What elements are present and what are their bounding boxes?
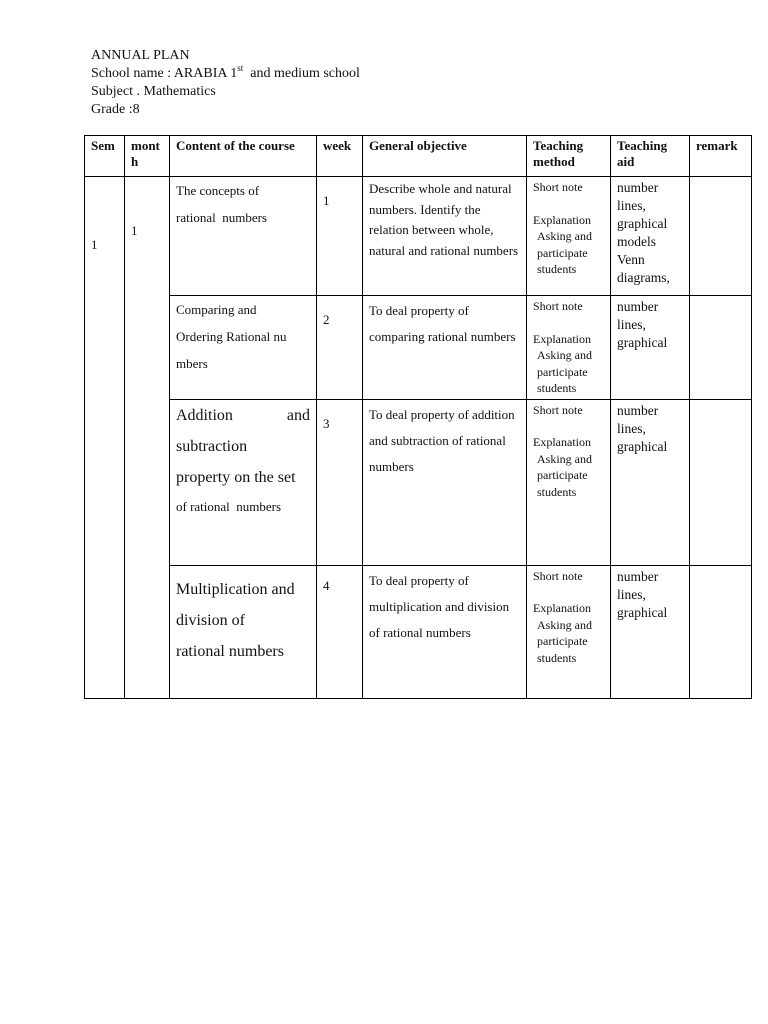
week-cell: 1 — [317, 177, 363, 296]
table-row — [85, 296, 752, 400]
table-row — [85, 565, 752, 698]
month-cell: 1 — [125, 177, 170, 296]
semester-cell: 1 — [85, 177, 125, 699]
week-cell: 4 — [317, 565, 363, 698]
plan-title: ANNUAL PLAN — [91, 48, 190, 63]
col-header-content: Content of the course — [170, 136, 317, 177]
col-header-sem: Sem — [85, 136, 125, 177]
remark-cell — [690, 565, 752, 698]
method-cell: Short note Explanation Asking and participate students — [527, 296, 611, 400]
remark-cell — [690, 177, 752, 296]
objective-cell: Describe whole and natural numbers. Identify the relation between whole, natural and rational numbers — [363, 177, 527, 296]
aid-cell: number lines, graphical — [611, 399, 690, 565]
subject-line: Subject . Mathematics — [91, 84, 216, 99]
col-header-aid: Teaching aid — [611, 136, 690, 177]
table-header-row — [85, 136, 752, 177]
document-header — [91, 47, 360, 119]
week-cell: 2 — [317, 296, 363, 400]
annual-plan-table — [84, 135, 752, 699]
method-cell: Short note Explanation Asking and participate students — [527, 399, 611, 565]
aid-cell: number lines, graphical models Venn diagrams, — [611, 177, 690, 296]
content-cell: Comparing and Ordering Rational nu mbers — [170, 296, 317, 400]
content-cell: Multiplication and division of rational numbers — [170, 565, 317, 698]
method-cell: Short note Explanation Asking and participate students — [527, 565, 611, 698]
aid-cell: number lines, graphical — [611, 565, 690, 698]
ordinal-suffix: st — [237, 63, 244, 73]
content-cell: The concepts of rational numbers — [170, 177, 317, 296]
objective-cell: To deal property of addition and subtraction of rational numbers — [363, 399, 527, 565]
table-row — [85, 177, 752, 296]
col-header-week: week — [317, 136, 363, 177]
week-cell: 3 — [317, 399, 363, 565]
method-cell: Short note Explanation Asking and participate students — [527, 177, 611, 296]
content-cell: Addition and subtraction property on the set of rational numbers — [170, 399, 317, 565]
table-row — [85, 399, 752, 565]
col-header-month: month — [125, 136, 170, 177]
remark-cell — [690, 399, 752, 565]
grade-line: Grade :8 — [91, 102, 140, 117]
school-name: School name : ARABIA 1st and medium school — [91, 63, 360, 81]
col-header-method: Teaching method — [527, 136, 611, 177]
objective-cell: To deal property of multiplication and division of rational numbers — [363, 565, 527, 698]
col-header-objective: General objective — [363, 136, 527, 177]
month-cell-continued — [125, 296, 170, 699]
col-header-remark: remark — [690, 136, 752, 177]
aid-cell: number lines, graphical — [611, 296, 690, 400]
objective-cell: To deal property of comparing rational numbers — [363, 296, 527, 400]
remark-cell — [690, 296, 752, 400]
